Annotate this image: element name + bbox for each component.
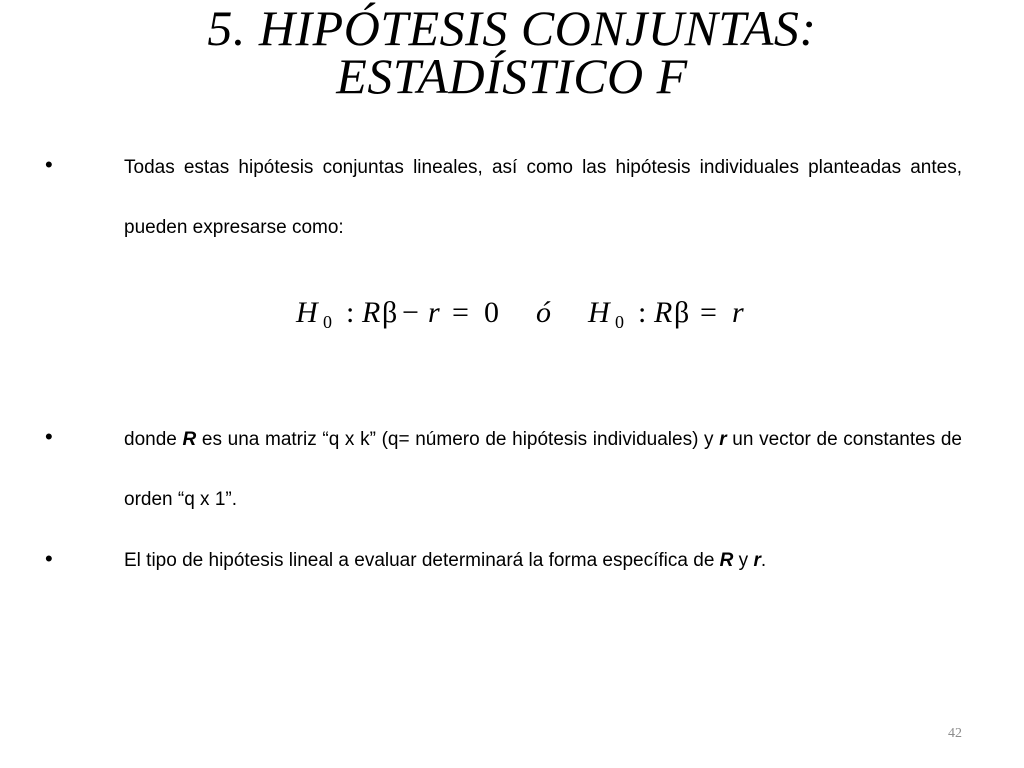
formula-zero: 0: [484, 296, 499, 329]
matrix-R: R: [182, 429, 197, 450]
formula-r-2: r: [732, 296, 744, 329]
paragraph-3-text-1: El tipo de hipótesis lineal a evaluar determinará la forma específica de: [124, 550, 720, 571]
vector-r-ref: r: [753, 550, 761, 571]
formula-r: r: [428, 296, 440, 329]
formula-minus: −: [402, 296, 419, 329]
formula-colon-2: :: [638, 296, 647, 329]
vector-r: r: [719, 429, 727, 450]
formula-or: ó: [536, 296, 551, 329]
formula-subscript-0-2: 0: [615, 312, 624, 332]
formula-R-2: R: [654, 296, 673, 329]
paragraph-1: Todas estas hipótesis conjuntas lineales, así como las hipótesis individuales planteadas antes, pueden expresarse como:: [124, 157, 962, 238]
title-line-2: ESTADÍSTICO F: [336, 48, 688, 104]
matrix-R-ref: R: [719, 550, 734, 571]
paragraph-2-text-3: un vector de constantes de orden “q x 1”.: [124, 429, 962, 510]
hypothesis-formula: [296, 296, 756, 340]
paragraph-3-text-2: y: [733, 550, 754, 571]
formula-h: H: [296, 296, 318, 329]
formula-colon: :: [346, 296, 355, 329]
paragraph-3: [124, 531, 962, 591]
formula-h-2: H: [588, 296, 610, 329]
paragraph-3-text-3: .: [760, 550, 767, 571]
title-line-1: 5. HIPÓTESIS CONJUNTAS:: [207, 0, 817, 56]
formula-R: R: [362, 296, 381, 329]
page-number: 42: [948, 726, 962, 741]
slide-title: [0, 0, 1024, 104]
bullet-2-marker: •: [45, 424, 53, 449]
formula-subscript-0: 0: [323, 312, 332, 332]
formula-equals-2: =: [700, 296, 717, 329]
formula-equals: =: [452, 296, 469, 329]
paragraph-2: [124, 410, 962, 530]
bullet-1-marker: •: [45, 152, 53, 177]
bullet-3-marker: •: [45, 546, 53, 571]
paragraph-2-text-1: donde: [124, 429, 183, 450]
paragraph-2-text-2: es una matriz “q x k” (q= número de hipótesis individuales) y: [196, 429, 720, 450]
formula-beta-2: β: [674, 296, 690, 329]
formula-beta: β: [382, 296, 398, 329]
